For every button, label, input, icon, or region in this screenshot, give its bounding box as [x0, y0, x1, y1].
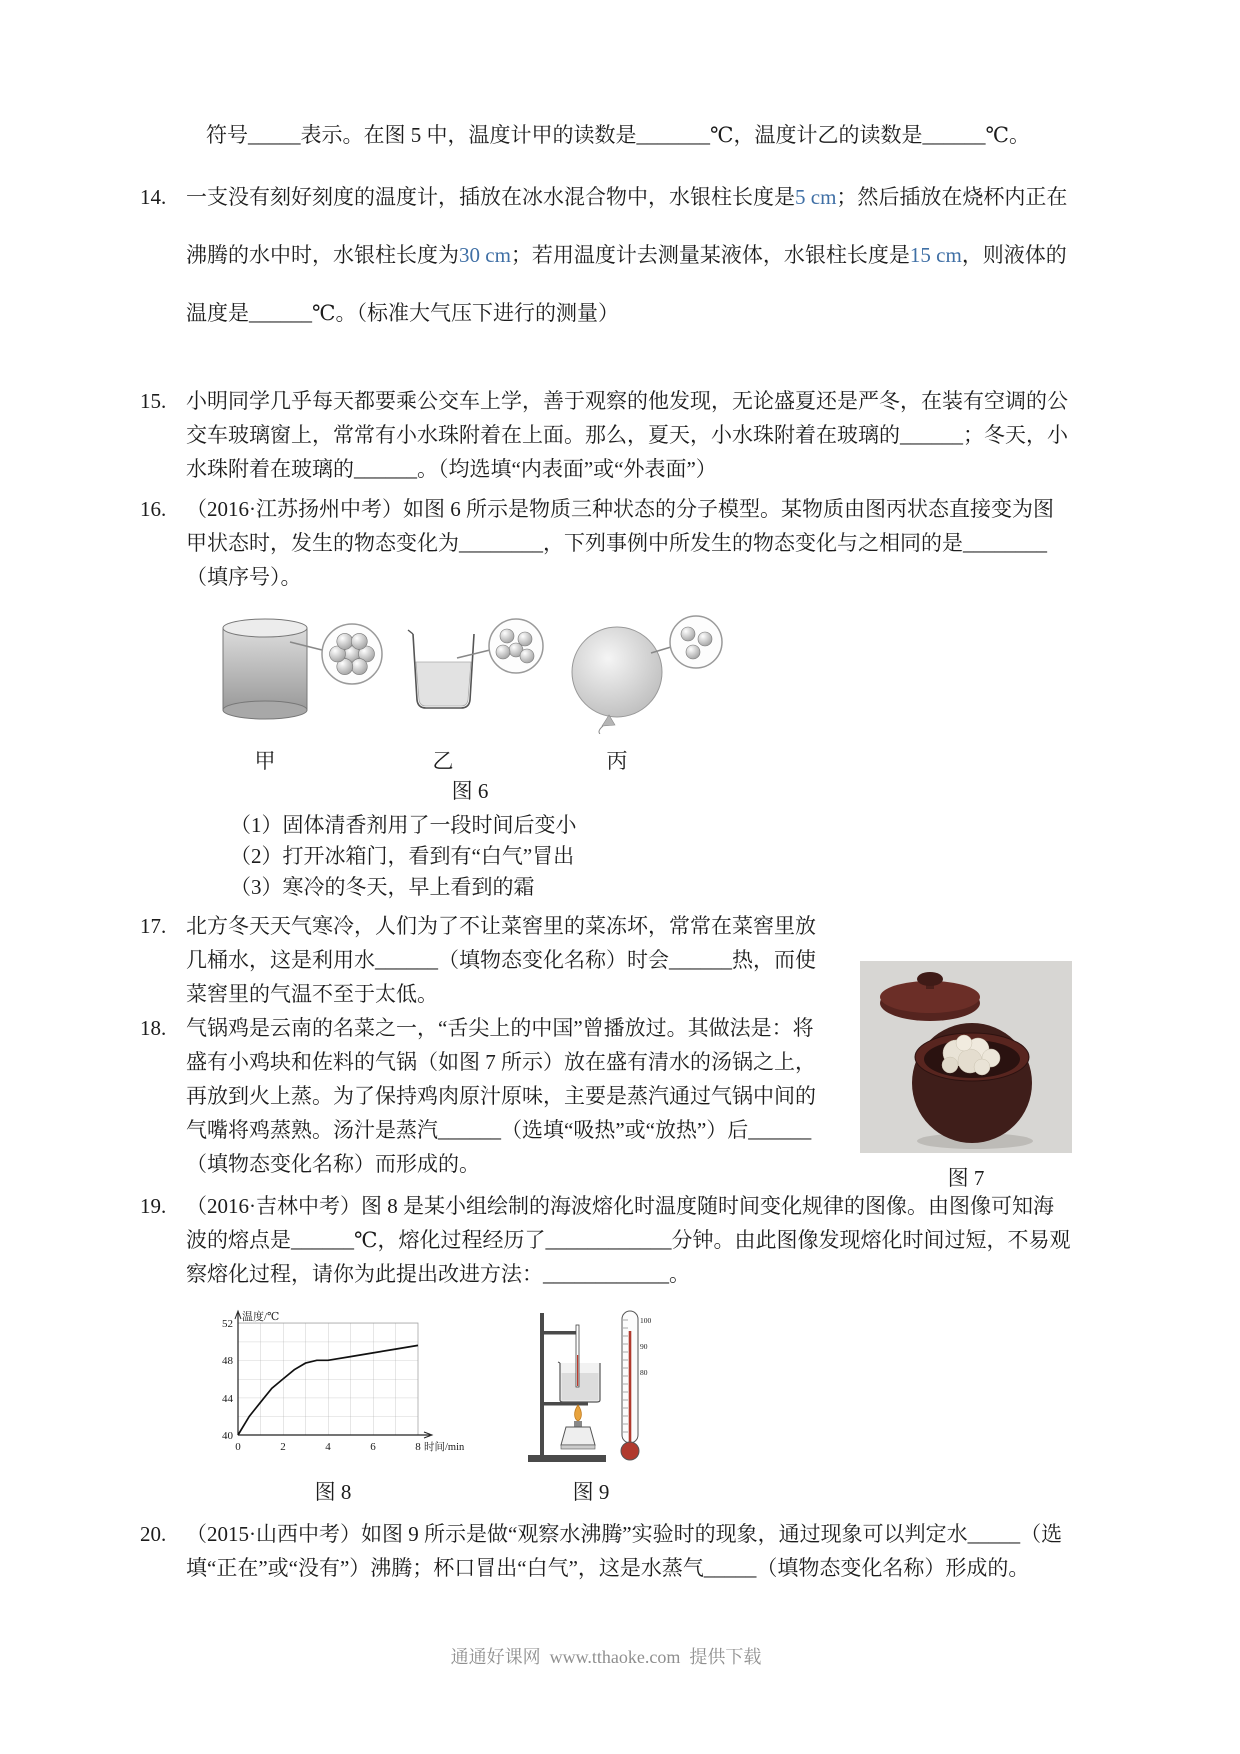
- label-jia: 甲: [254, 749, 276, 773]
- thermo-label-80: 80: [640, 1368, 648, 1377]
- y-axis-label: 温度/℃: [242, 1311, 280, 1323]
- figure9-caption: 图 9: [572, 1480, 610, 1504]
- x-tick-0: 0: [235, 1441, 241, 1453]
- question-text: 小明同学几乎每天都要乘公交车上学，善于观察的他发现，无论盛夏还是严冬，在装有空调的公交车玻璃窗上，常常有小水珠附着在上面。那么，夏天，小水珠附着在玻璃的______；冬天，小水珠附着在玻璃的______。（均选填“内表面”或“外表面”）: [186, 389, 1068, 481]
- thermo-label-90: 90: [640, 1342, 648, 1351]
- y-tick-48: 48: [222, 1355, 233, 1367]
- figure-9: [516, 1305, 666, 1507]
- x-tick-2: 2: [280, 1441, 286, 1453]
- figure-7: [860, 961, 1072, 1193]
- question-number: 20.: [140, 1522, 167, 1546]
- question-16-options: [230, 810, 1072, 903]
- figure6-molecule-models: [210, 606, 730, 734]
- question-text: （2016·吉林中考）图 8 是某小组绘制的海波熔化时温度随时间变化规律的图像。由图像可知海波的熔点是______℃，熔化过程经历了____________分钟。由此图像发现熔化时间过短，不易观察熔化过程，请你为此提出改进方法：____________。: [186, 1194, 1071, 1286]
- figure6-caption: 图 6: [451, 779, 489, 803]
- option-1: （1）固体清香剂用了一段时间后变小: [230, 813, 577, 837]
- question-text: 气锅鸡是云南的名菜之一，“舌尖上的中国”曾播放过。其做法是：将盛有小鸡块和佐料的气锅（如图 7 所示）放在盛有清水的汤锅之上，再放到火上蒸。为了保持鸡肉原汁原味，主要是蒸汽通过气锅中间的气嘴将鸡蒸熟。汤汁是蒸汽______（选填“吸热”或“放热”）后______（填物态变化名称）而形成的。: [186, 1016, 816, 1176]
- figure-6: [210, 606, 730, 806]
- figures-8-9: [200, 1305, 1072, 1507]
- label-bing: 丙: [606, 749, 628, 773]
- question-number: 19.: [140, 1194, 167, 1218]
- x-tick-8: 8: [415, 1441, 421, 1453]
- option-3: （3）寒冷的冬天，早上看到的霜: [230, 875, 535, 899]
- figure6-vessel-labels: [210, 744, 730, 776]
- highlight-value: 30 cm: [459, 243, 511, 267]
- figure9-boiling-apparatus: [516, 1305, 666, 1467]
- question-text: 一支没有刻好刻度的温度计，插放在冰水混合物中，水银柱长度是5 cm；然后插放在烧杯内正在沸腾的水中时，水银柱长度为30 cm；若用温度计去测量某液体，水银柱长度是15 cm，则液体的温度是______℃。（标准大气压下进行的测量）: [186, 185, 1068, 325]
- question-number: 17.: [140, 914, 167, 938]
- questions-17-18: [140, 909, 1072, 1190]
- option-2: （2）打开冰箱门，看到有“白气”冒出: [230, 844, 575, 868]
- highlight-value: 5 cm: [795, 185, 837, 209]
- figure7-caption: 图 7: [947, 1166, 985, 1190]
- y-tick-40: 40: [222, 1430, 233, 1442]
- figure8-melting-chart: [200, 1309, 466, 1467]
- question-20: [140, 1517, 1072, 1585]
- question-19: [140, 1189, 1072, 1291]
- question-15: [140, 384, 1072, 486]
- highlight-value: 15 cm: [909, 243, 962, 267]
- question-number: 14.: [140, 185, 167, 209]
- label-yi: 乙: [432, 749, 454, 773]
- y-tick-52: 52: [222, 1318, 233, 1330]
- question-text: （2016·江苏扬州中考）如图 6 所示是物质三种状态的分子模型。某物质由图丙状态直接变为图甲状态时，发生的物态变化为________，下列事例中所发生的物态变化与之相同的是________（填序号）。: [186, 497, 1054, 589]
- question-13-continuation: 符号_____表示。在图 5 中，温度计甲的读数是_______℃，温度计乙的读数是______℃。: [206, 123, 1030, 147]
- question-text: （2015·山西中考）如图 9 所示是做“观察水沸腾”实验时的现象，通过现象可以判定水_____（选填“正在”或“没有”）沸腾；杯口冒出“白气”，这是水蒸气_____（填物态变化名称）形成的。: [186, 1522, 1063, 1580]
- question-number: 18.: [140, 1016, 167, 1040]
- question-16: [140, 492, 1072, 594]
- y-tick-44: 44: [222, 1393, 233, 1405]
- figure8-caption: 图 8: [314, 1480, 352, 1504]
- thermo-label-100: 100: [640, 1316, 652, 1325]
- x-tick-6: 6: [370, 1441, 376, 1453]
- x-axis-label: 时间/min: [424, 1442, 465, 1453]
- figure-8: [200, 1309, 466, 1507]
- question-number: 15.: [140, 389, 167, 413]
- page-footer: 通通好课网 www.tthaoke.com 提供下载: [450, 1647, 762, 1667]
- figure7-steam-pot-photo: [860, 961, 1072, 1153]
- question-number: 16.: [140, 497, 167, 521]
- question-14: [140, 168, 1072, 342]
- x-tick-4: 4: [325, 1441, 331, 1453]
- question-text: 北方冬天天气寒冷，人们为了不让菜窖里的菜冻坏，常常在菜窖里放几桶水，这是利用水______（填物态变化名称）时会______热，而使菜窖里的气温不至于太低。: [186, 914, 816, 1006]
